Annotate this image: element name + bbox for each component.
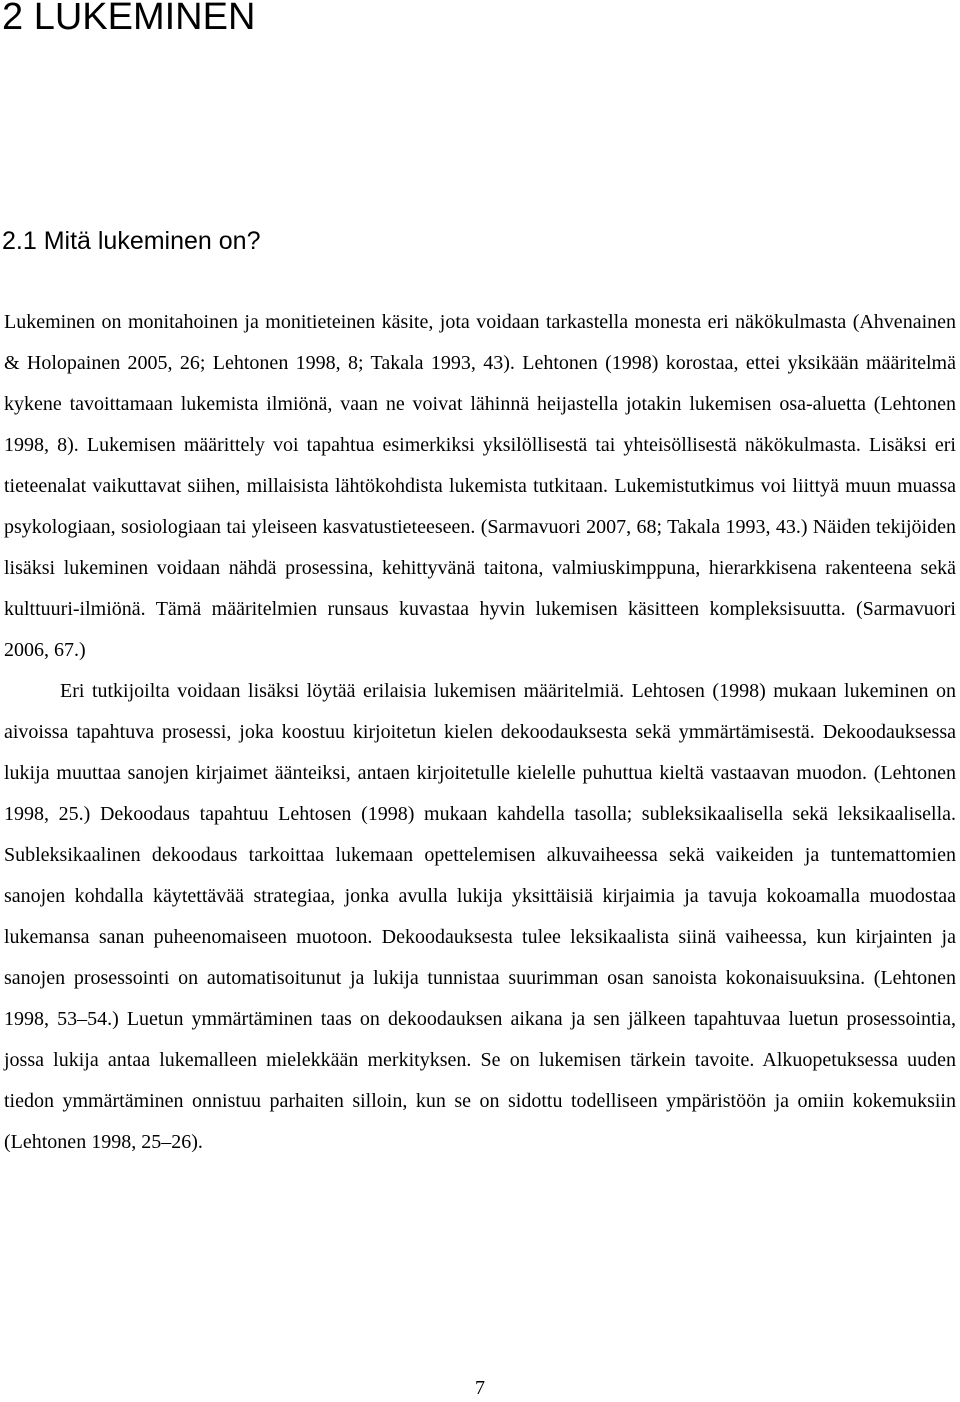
- chapter-title: 2 LUKEMINEN: [2, 0, 256, 38]
- paragraph-1: Lukeminen on monitahoinen ja monitieteinen käsite, jota voidaan tarkastella monesta eri näkökulmasta (Ahvenainen & Holopainen 2005, 26; Lehtonen 1998, 8; Takala 1993, 43). Lehtonen (1998) korostaa, ettei yksikään määritelmä kykene tavoittamaan lukemista ilmiönä, vaan ne voivat lähinnä heijastella jotakin lukemisen osa-aluetta (Lehtonen 1998, 8). Lukemisen määrittely voi tapahtua esimerkiksi yksilöllisestä tai yhteisöllisestä näkökulmasta. Lisäksi eri tieteenalat vaikuttavat siihen, millaisista lähtökohdista lukemista tutkitaan. Lukemistutkimus voi liittyä muun muassa psykologiaan, sosiologiaan tai yleiseen kasvatustieteeseen. (Sarmavuori 2007, 68; Takala 1993, 43.) Näiden tekijöiden lisäksi lukeminen voidaan nähdä prosessina, kehittyvänä taitona, valmiuskimppuna, hierarkkisena rakenteena sekä kulttuuri-ilmiönä. Tämä määritelmien runsaus kuvastaa hyvin lukemisen käsitteen kompleksisuutta. (Sarmavuori 2006, 67.): [4, 311, 956, 661]
- body-text: [4, 302, 956, 1163]
- section-title: 2.1 Mitä lukeminen on?: [2, 227, 261, 255]
- page-number: 7: [475, 1377, 485, 1399]
- paragraph-2: Eri tutkijoilta voidaan lisäksi löytää erilaisia lukemisen määritelmiä. Lehtosen (1998) mukaan lukeminen on aivoissa tapahtuva prosessi, joka koostuu kirjoitetun kielen dekoodauksesta sekä ymmärtämisestä. Dekoodauksessa lukija muuttaa sanojen kirjaimet äänteiksi, antaen kirjoitetulle kielelle puhuttua kieltä vastaavan muodon. (Lehtonen 1998, 25.) Dekoodaus tapahtuu Lehtosen (1998) mukaan kahdella tasolla; subleksikaalisella sekä leksikaalisella. Subleksikaalinen dekoodaus tarkoittaa lukemaan opettelemisen alkuvaiheessa sekä vaikeiden ja tuntemattomien sanojen kohdalla käytettävää strategiaa, jonka avulla lukija yksittäisiä kirjaimia ja tavuja kokoamalla muodostaa lukemansa sanan puheenomaiseen muotoon. Dekoodauksesta tulee leksikaalista siinä vaiheessa, kun kirjainten ja sanojen prosessointi on automatisoitunut ja lukija tunnistaa suurimman osan sanoista kokonaisuuksina. (Lehtonen 1998, 53–54.) Luetun ymmärtäminen taas on dekoodauksen aikana ja sen jälkeen tapahtuvaa luetun prosessointia, jossa lukija antaa lukemalleen mielekkään merkityksen. Se on lukemisen tärkein tavoite. Alkuopetuksessa uuden tiedon ymmärtäminen onnistuu parhaiten silloin, kun se on sidottu todelliseen ympäristöön ja omiin kokemuksiin (Lehtonen 1998, 25–26).: [4, 680, 956, 1153]
